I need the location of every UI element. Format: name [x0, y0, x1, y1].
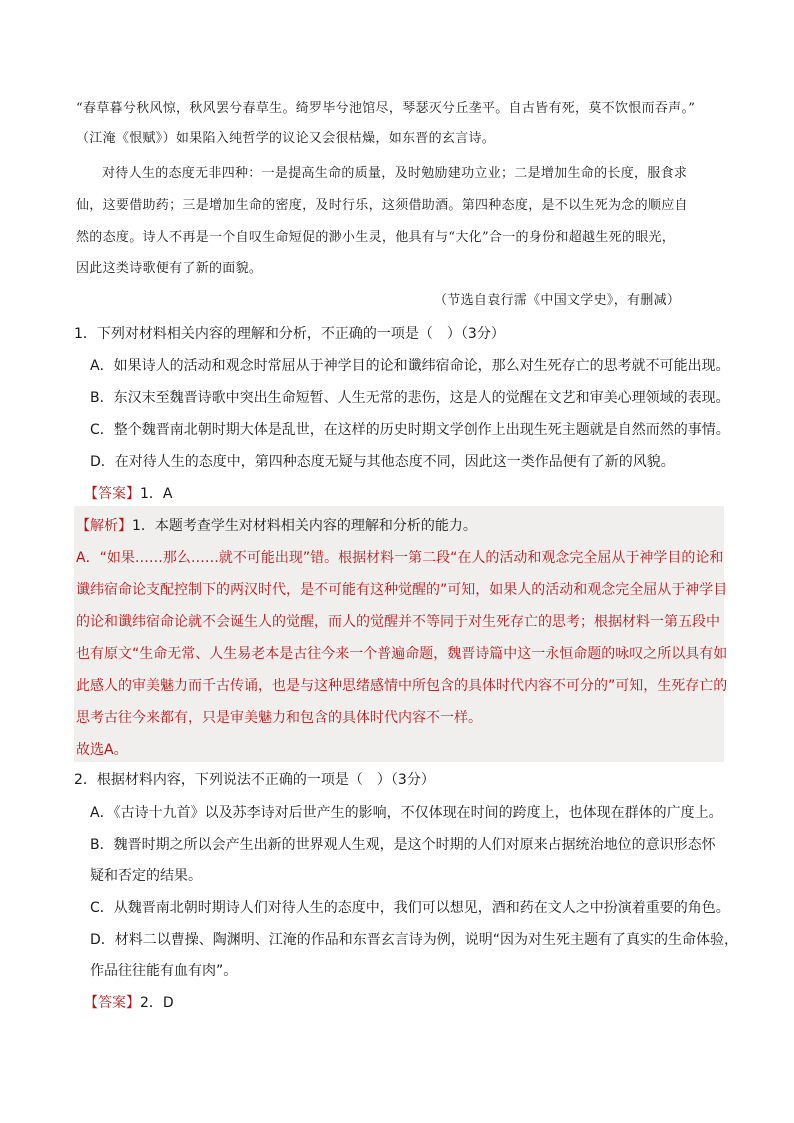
passage-line: 因此这类诗歌便有了新的面貌。	[76, 261, 263, 276]
analysis-intro	[76, 516, 477, 536]
answer-value: 2．D	[140, 995, 174, 1011]
analysis-line: A．“如果……那么……就不可能出现”错。根据材料一第二段“在人的活动和观念完全屈从于神学目的论和	[76, 550, 724, 566]
passage-line: 对待人生的态度无非四种：一是提高生命的质量，及时勉励建功立业；二是增加生命的长度，服食求	[102, 166, 688, 181]
question-1-option-a: A．如果诗人的活动和观念时常屈从于神学目的论和谶纬宿命论，那么对生死存亡的思考就不可能出现。	[90, 358, 730, 374]
question-2-option-a: A．《古诗十九首》以及苏李诗对后世产生的影响，不仅体现在时间的跨度上，也体现在群体的广度上。	[90, 805, 723, 821]
question-1-answer	[84, 484, 172, 504]
analysis-line: 也有原文“生命无常、人生易老本是古往今来一个普遍命题，魏晋诗篇中这一永恒命题的咏叹之所以具有如	[76, 646, 728, 662]
answer-tag: 【答案】	[84, 486, 140, 502]
question-2-option-d-cont: 作品往往能有血有肉”。	[90, 963, 238, 979]
question-2-answer	[84, 993, 174, 1013]
passage-line: “春草暮兮秋风惊，秋风罢兮春草生。绮罗毕兮池馆尽，琴瑟灭兮丘垄平。自古皆有死，莫不饮恨而吞声。”	[76, 101, 696, 116]
analysis-line: 此感人的审美魅力而千古传诵，也是与这种思绪感情中所包含的具体时代内容不可分的”可知，生死存亡的	[76, 678, 728, 694]
analysis-line: 的论和谶纬宿命论就不会诞生人的觉醒，而人的觉醒并不等同于对生死存亡的思考；根据材料一第五段中	[76, 614, 720, 630]
passage-source: （节选自袁行霈《中国文学史》，有删减）	[434, 293, 681, 308]
analysis-intro-text: 1．本题考查学生对材料相关内容的理解和分析的能力。	[132, 518, 477, 534]
question-2-option-c: C．从魏晋南北朝时期诗人们对待人生的态度中，我们可以想见，酒和药在文人之中扮演着重要的角色。	[90, 900, 730, 916]
analysis-conclusion: 故选A。	[76, 742, 128, 758]
question-1-stem: 1．下列对材料相关内容的理解和分析，不正确的一项是（ ）（3分）	[74, 326, 505, 342]
question-1-option-d: D．在对待人生的态度中，第四种态度无疑与其他态度不同，因此这一类作品便有了新的风貌。	[90, 454, 675, 470]
question-2-option-b-cont: 疑和否定的结果。	[90, 868, 202, 884]
analysis-line: 谶纬宿命论支配控制下的两汉时代，是不可能有这种觉醒的”可知，如果人的活动和观念完全屈从于神学目	[76, 582, 728, 598]
passage-line: 仙，这要借助药；三是增加生命的密度，及时行乐，这须借助酒。第四种态度，是不以生死为念的顺应自	[76, 198, 688, 213]
question-2-option-b: B．魏晋时期之所以会产生出新的世界观人生观，是这个时期的人们对原来占据统治地位的意识形态怀	[90, 837, 716, 853]
question-2-option-d: D．材料二以曹操、陶渊明、江淹的作品和东晋玄言诗为例，说明“因为对生死主题有了真实的生命体验，	[90, 932, 739, 948]
passage-line: 然的态度。诗人不再是一个自叹生命短促的渺小生灵，他具有与“大化”合一的身份和超越生死的眼光，	[76, 230, 676, 245]
question-1-option-c: C．整个魏晋南北朝时期大体是乱世，在这样的历史时期文学创作上出现生死主题就是自然而然的事情。	[90, 422, 730, 438]
question-1-option-b: B．东汉末至魏晋诗歌中突出生命短暂、人生无常的悲伤，这是人的觉醒在文艺和审美心理领域的表现。	[90, 390, 730, 406]
question-2-stem: 2．根据材料内容，下列说法不正确的一项是（ ）（3分）	[74, 772, 435, 788]
answer-value: 1．A	[140, 486, 173, 502]
analysis-tag: 【解析】	[76, 518, 132, 534]
passage-line: （江淹《恨赋》）如果陷入纯哲学的议论又会很枯燥，如东晋的玄言诗。	[76, 131, 496, 146]
answer-tag: 【答案】	[84, 995, 140, 1011]
analysis-line: 思考古往今来都有，只是审美魅力和包含的具体时代内容不一样。	[76, 710, 482, 726]
